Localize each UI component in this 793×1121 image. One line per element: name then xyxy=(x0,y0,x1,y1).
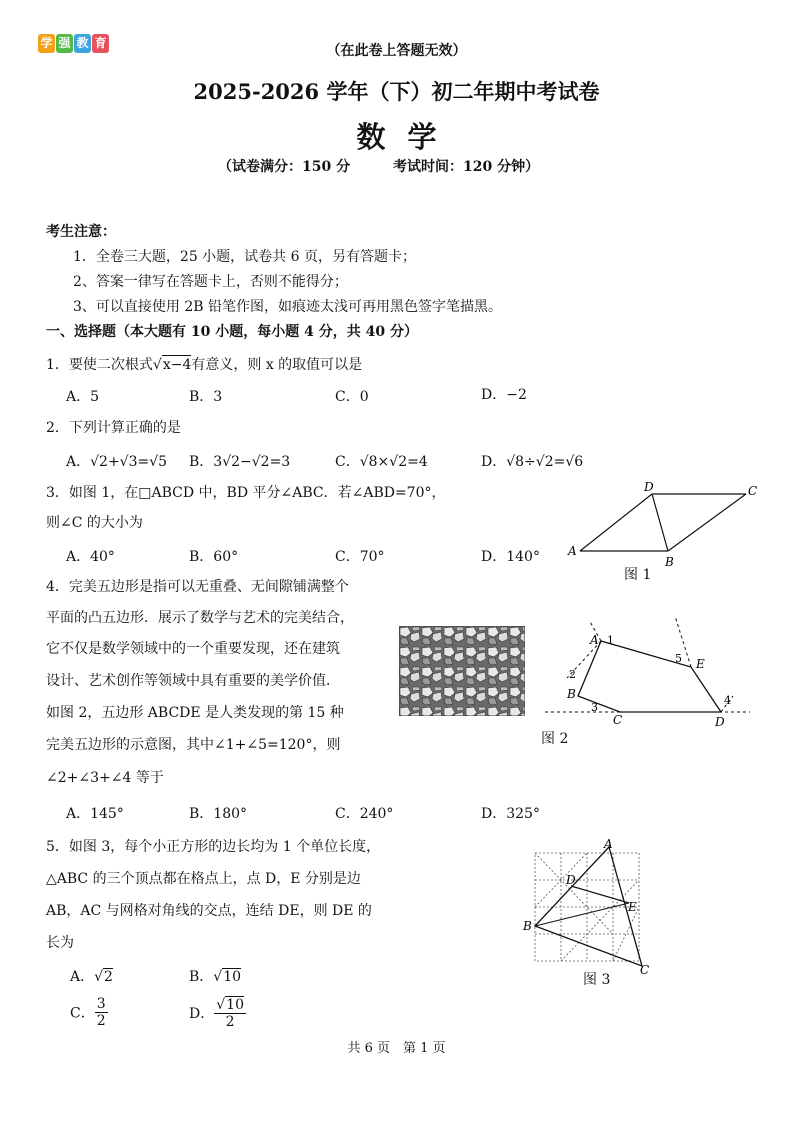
question-5-line: 5．如图 3，每个小正方形的边长均为 1 个单位长度， xyxy=(46,839,381,855)
q1-stem-post: 有意义，则 x 的取值可以是 xyxy=(191,357,363,373)
figure-3-caption: 图 3 xyxy=(583,972,611,988)
question-5-line: AB，AC 与网格对角线的交点，连结 DE，则 DE 的 xyxy=(46,903,372,919)
q1-option-d: D．−2 xyxy=(481,387,527,403)
option-letter: A． xyxy=(70,969,95,985)
point-label: B xyxy=(665,555,674,569)
q3-option-d: D．140° xyxy=(481,549,540,565)
point-label: A xyxy=(590,633,599,647)
q2-option-b: B．3√2−√2=3 xyxy=(189,454,291,470)
figure-1-caption: 图 1 xyxy=(624,567,652,583)
q1-radicand: x−4 xyxy=(162,357,192,373)
tiling-image xyxy=(399,626,525,716)
point-label: A xyxy=(568,544,577,558)
point-label: B xyxy=(567,687,576,701)
angle-label: 3 xyxy=(591,701,598,714)
logo-char: 学 xyxy=(38,34,55,53)
q2-option-d: D．√8÷√2=√6 xyxy=(481,454,584,470)
radical-sign: √ xyxy=(152,357,162,373)
notice-item: 2、答案一律写在答题卡上，否则不能得分； xyxy=(73,274,348,290)
pentagon-abcde xyxy=(578,641,721,712)
q3-option-b: B．60° xyxy=(189,549,239,565)
question-3-line: 3．如图 1，在□ABCD 中，BD 平分∠ABC．若∠ABD=70°， xyxy=(46,485,446,501)
angle-label: 1 xyxy=(607,634,614,647)
question-4-line: ∠2+∠3+∠4 等于 xyxy=(46,770,164,786)
question-4-line: 它不仅是数学领域中的一个重要发现，还在建筑 xyxy=(46,641,340,657)
question-4-line: 平面的凸五边形．展示了数学与艺术的完美结合， xyxy=(46,610,354,626)
numerator xyxy=(214,996,246,1014)
q1-option-a: A．5 xyxy=(66,389,100,405)
figure-3-grid-triangle xyxy=(518,838,658,978)
figure-2-caption: 图 2 xyxy=(541,731,569,747)
notice-heading: 考生注意： xyxy=(46,224,116,240)
point-label: D xyxy=(715,715,725,726)
angle-label: 5 xyxy=(675,652,682,665)
subject-title: 数学 xyxy=(356,120,459,154)
point-label: C xyxy=(640,963,650,977)
notice-item: 1．全卷三大题，25 小题，试卷共 6 页，另有答题卡； xyxy=(73,249,416,265)
question-2-stem: 2．下列计算正确的是 xyxy=(46,420,181,436)
angle-label: 2 xyxy=(569,668,576,681)
q1-stem-pre: 1．要使二次根式 xyxy=(46,357,153,373)
angle-label: 4 xyxy=(724,694,731,707)
q4-option-b: B．180° xyxy=(189,806,248,822)
point-label: C xyxy=(613,713,623,726)
page-footer: 共 6 页 第 1 页 xyxy=(347,1041,446,1056)
edge-bc xyxy=(668,494,746,551)
exam-title: 2025-2026 学年（下）初二年期中考试卷 xyxy=(193,79,600,104)
diagonal-bd xyxy=(652,494,668,551)
edge-ad xyxy=(580,494,652,551)
point-label: E xyxy=(628,900,637,914)
q5-option-b xyxy=(189,966,241,986)
question-4-line: 如图 2，五边形 ABCDE 是人类发现的第 15 种 xyxy=(46,705,344,721)
radicand: 2 xyxy=(104,969,113,985)
q3-option-c: C．70° xyxy=(335,549,385,565)
logo-char: 育 xyxy=(92,34,109,53)
question-1-stem xyxy=(46,355,362,374)
exam-time: 考试时间：120 分钟） xyxy=(393,159,540,175)
section-heading: 一、选择题（本大题有 10 小题，每小题 4 分，共 40 分） xyxy=(46,324,418,340)
fraction xyxy=(214,996,246,1030)
full-score: （试卷满分：150 分 xyxy=(218,159,351,175)
denominator: 2 xyxy=(96,1013,106,1029)
question-3-line: 则∠C 的大小为 xyxy=(46,515,143,531)
point-label: C xyxy=(748,484,758,498)
figure-2-pentagon xyxy=(545,616,755,726)
radical-sign: √ xyxy=(213,969,223,985)
logo-char: 教 xyxy=(74,34,91,53)
radical-sign: √ xyxy=(216,997,226,1013)
q5-option-a xyxy=(70,966,113,986)
pentagon-tiling-photo xyxy=(399,626,525,716)
point-label: E xyxy=(696,657,705,671)
option-letter: B． xyxy=(189,969,214,985)
q5-option-c xyxy=(70,996,108,1029)
q1-option-c: C．0 xyxy=(335,389,369,405)
logo-char: 强 xyxy=(56,34,73,53)
point-label: D xyxy=(644,480,654,494)
radicand: 10 xyxy=(223,969,242,985)
question-4-line: 设计、艺术创作等领域中具有重要的美学价值． xyxy=(46,673,340,689)
triangle-abc xyxy=(535,847,642,966)
question-4-line: 完美五边形的示意图，其中∠1+∠5=120°，则 xyxy=(46,737,341,753)
point-label: B xyxy=(523,919,532,933)
notice-item: 3、可以直接使用 2B 铅笔作图，如痕迹太浅可再用黑色签字笔描黑。 xyxy=(73,299,503,315)
q1-option-b: B．3 xyxy=(189,389,223,405)
q4-option-a: A．145° xyxy=(66,806,124,822)
option-letter: C． xyxy=(70,1005,95,1022)
radical-sign: √ xyxy=(94,969,104,985)
q4-option-d: D．325° xyxy=(481,806,540,822)
q2-option-c: C．√8×√2=4 xyxy=(335,454,428,470)
option-letter: D． xyxy=(189,1006,215,1022)
fraction xyxy=(95,996,108,1029)
figure-1-parallelogram xyxy=(560,478,760,578)
q5-option-d xyxy=(189,996,246,1030)
numerator: 3 xyxy=(96,996,106,1012)
point-label: D xyxy=(566,873,576,887)
segment-be xyxy=(535,903,629,926)
q3-option-a: A．40° xyxy=(66,549,115,565)
radicand: 10 xyxy=(226,997,244,1013)
point-label: A xyxy=(604,838,613,851)
q4-option-c: C．240° xyxy=(335,806,394,822)
invalid-answer-note: （在此卷上答题无效） xyxy=(326,43,467,59)
question-4-line: 4．完美五边形是指可以无重叠、无间隙铺满整个 xyxy=(46,579,349,595)
question-5-line: △ABC 的三个顶点都在格点上，点 D，E 分别是边 xyxy=(46,871,361,887)
denominator: 2 xyxy=(225,1014,235,1030)
q2-option-a: A．√2+√3=√5 xyxy=(66,454,168,470)
question-5-line: 长为 xyxy=(46,935,74,951)
